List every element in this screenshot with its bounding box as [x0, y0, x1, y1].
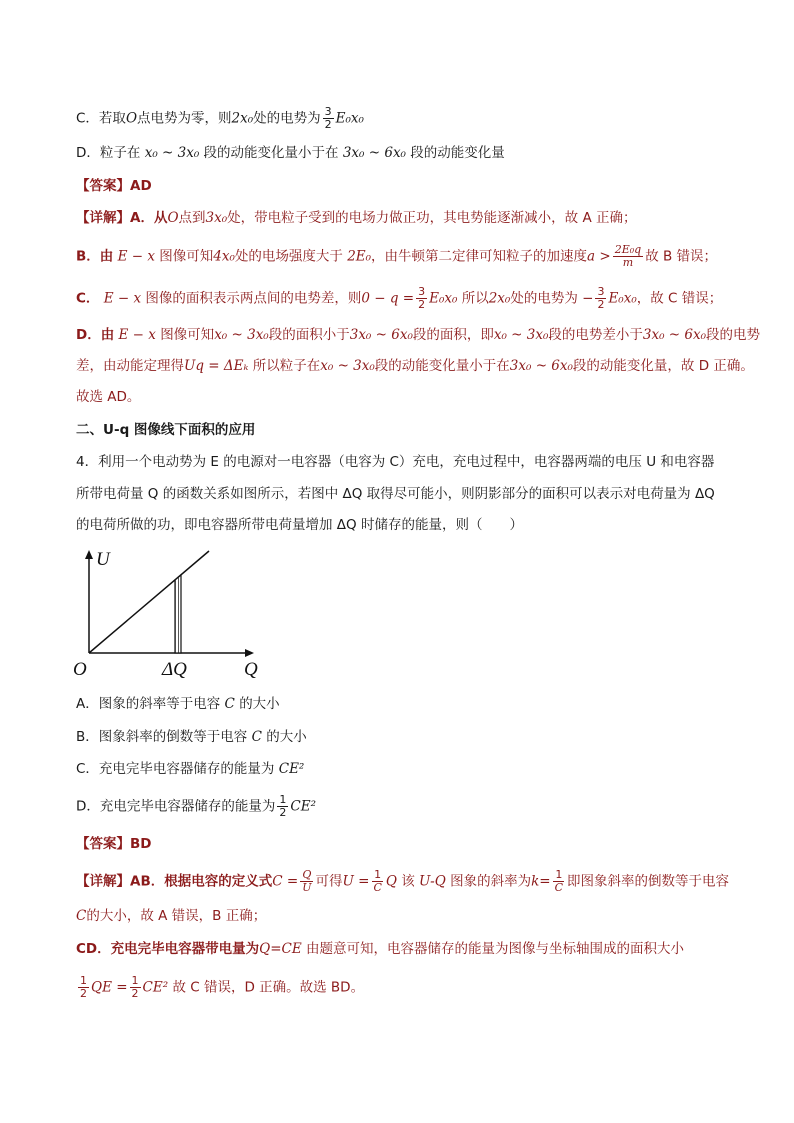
option-d: D．充电完毕电容器储存的能量为 $\frac{1}{2}$ CE²: [76, 793, 317, 819]
question-4-line-3: 的电荷所做的功，即电容器所带电荷量增加 ΔQ 时储存的能量，则（ ）: [76, 517, 523, 533]
detail-cd: CD．充电完毕电容器带电量为Q=CE 由题意可知，电容器储存的能量为图像与坐标轴围成的面积大小: [76, 941, 684, 957]
delta-q-label: ΔQ: [162, 659, 187, 680]
option-b: B．图象斜率的倒数等于电容 C 的大小: [76, 729, 307, 745]
question-4-line-2: 所带电荷量 Q 的函数关系如图所示，若图中 ΔQ 取得尽可能小，则阴影部分的面积可以表示对电荷量为 ΔQ: [76, 486, 715, 502]
u-axis-label: U: [96, 549, 110, 570]
question-4-line-1: 4．利用一个电动势为 E 的电源对一电容器（电容为 C）充电，充电过程中，电容器两端的电压 U 和电容器: [76, 454, 715, 470]
section-heading: 二、U-q 图像线下面积的应用: [76, 422, 256, 438]
option-c: C．充电完毕电容器储存的能量为 CE²: [76, 761, 305, 777]
origin-label: O: [73, 659, 87, 680]
explain-c: C． E − x 图像的面积表示两点间的电势差，则0 − q = $\frac{3}{2}$ E₀x₀ 所以2x₀处的电势为 − $\frac{3}{2}$ E₀x₀，故 C 错误；: [76, 285, 723, 311]
explain-d-1: D．由 E − x 图像可知x₀ ~ 3x₀段的面积小于3x₀ ~ 6x₀段的面积，即x₀ ~ 3x₀段的电势差小于3x₀ ~ 6x₀段的电势: [76, 327, 761, 343]
explain-d-2: 差，由动能定理得Uq = ΔEₖ 所以粒子在x₀ ~ 3x₀段的动能变化量小于在3x₀ ~ 6x₀段的动能变化量，故 D 正确。: [76, 358, 754, 374]
detail-cd-2: $\frac{1}{2}$ QE = $\frac{1}{2}$ CE² 故 C 错误，D 正确。故选 BD。: [80, 974, 365, 1000]
u-axis-arrow-icon: [85, 550, 93, 559]
option-a: A．图象的斜率等于电容 C 的大小: [76, 696, 280, 712]
u-q-graph: [73, 548, 276, 683]
answer-1: 【答案】AD: [76, 178, 152, 194]
explain-a: 【详解】A．从O点到3x₀处，带电粒子受到的电场力做正功，其电势能逐渐减小，故 A 正确；: [76, 210, 637, 226]
q-axis-arrow-icon: [245, 649, 254, 657]
option-d-line: D．粒子在 x₀ ~ 3x₀ 段的动能变化量小于在 3x₀ ~ 6x₀ 段的动能变化量: [76, 145, 505, 161]
detail-ab-2: C的大小，故 A 错误，B 正确；: [76, 908, 267, 924]
answer-2: 【答案】BD: [76, 836, 152, 852]
q-axis-label: Q: [244, 659, 258, 680]
detail-ab: 【详解】AB．根据电容的定义式C = $\frac{Q}{U}$ 可得U = $\frac{1}{C}$ Q 该 U-Q 图象的斜率为k= $\frac{1}{C}$ 即图象斜率的倒数等于电容: [76, 868, 730, 894]
explain-b: B．由 E − x 图像可知4x₀处的电场强度大于 2E₀，由牛顿第二定律可知粒子的加速度a > $\frac{\text{2E₀q}}{m}$ 故 B 错误；: [76, 243, 718, 269]
explain-conclusion: 故选 AD。: [76, 389, 141, 405]
shaded-strip: [175, 575, 181, 653]
option-c-line: C．若取O点电势为零，则2x₀处的电势为 $\frac{3}{2}$ E₀x₀: [76, 105, 364, 131]
